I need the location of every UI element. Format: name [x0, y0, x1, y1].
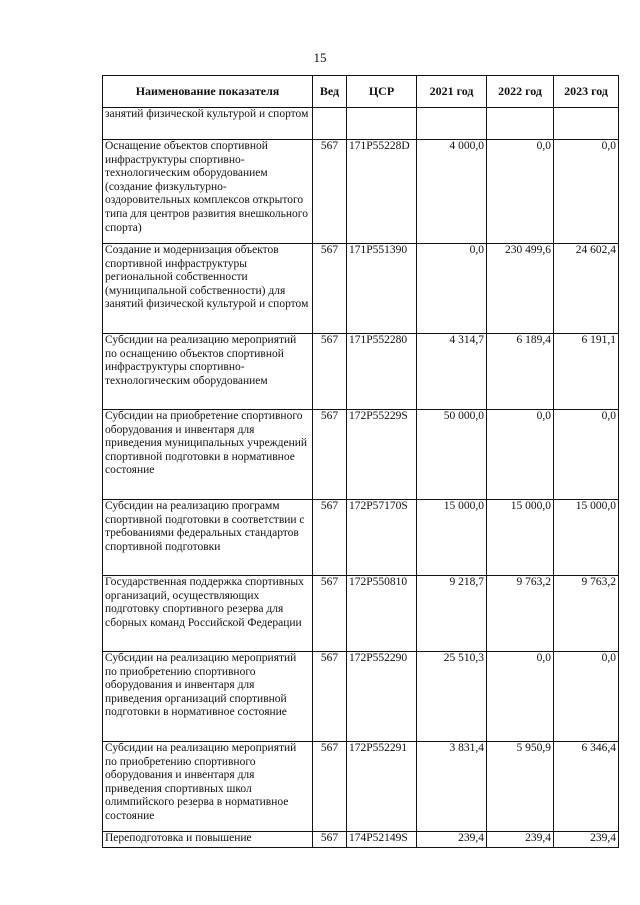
row-name: Субсидии на реализацию программ спортивной подготовки в соответствии с требованиями федеральных стандартов спортивной подготовки: [103, 500, 313, 576]
row-csr: 172P55229S: [347, 410, 417, 500]
budget-table: [102, 75, 619, 848]
header-csr: ЦСР: [347, 76, 417, 108]
table-row: [103, 108, 619, 140]
row-ved: 567: [313, 652, 347, 742]
row-2022: [487, 108, 554, 140]
row-2022: 15 000,0: [487, 500, 554, 576]
row-2021: 15 000,0: [417, 500, 487, 576]
row-csr: 174P52149S: [347, 832, 417, 848]
table-row: [103, 742, 619, 832]
table-header-row: [103, 76, 619, 108]
row-ved: 567: [313, 334, 347, 410]
row-2022: 0,0: [487, 140, 554, 244]
header-2023: 2023 год: [554, 76, 619, 108]
row-2021: [417, 108, 487, 140]
table-row: [103, 832, 619, 848]
row-ved: 567: [313, 742, 347, 832]
row-2021: 0,0: [417, 244, 487, 334]
row-ved: [313, 108, 347, 140]
row-name: Создание и модернизация объектов спортивной инфраструктуры региональной собственности (муниципальной собственности) для занятий физической культурой и спортом: [103, 244, 313, 334]
row-ved: 567: [313, 576, 347, 652]
row-2021: 239,4: [417, 832, 487, 848]
row-name: занятий физической культурой и спортом: [103, 108, 313, 140]
row-2023: 0,0: [554, 652, 619, 742]
row-2022: 5 950,9: [487, 742, 554, 832]
table-row: [103, 576, 619, 652]
row-2023: 0,0: [554, 410, 619, 500]
row-ved: 567: [313, 832, 347, 848]
row-2023: 239,4: [554, 832, 619, 848]
row-csr: 172P552290: [347, 652, 417, 742]
row-2022: 0,0: [487, 652, 554, 742]
header-2022: 2022 год: [487, 76, 554, 108]
row-2023: 0,0: [554, 140, 619, 244]
header-2021: 2021 год: [417, 76, 487, 108]
table-row: [103, 334, 619, 410]
row-ved: 567: [313, 244, 347, 334]
row-csr: 171P55228D: [347, 140, 417, 244]
row-2021: 3 831,4: [417, 742, 487, 832]
row-name: Оснащение объектов спортивной инфраструктуры спортивно-технологическим оборудованием (создание физкультурно-оздоровительных комплексов открытого типа для центров развития внешкольного спорта): [103, 140, 313, 244]
row-2022: 230 499,6: [487, 244, 554, 334]
row-ved: 567: [313, 140, 347, 244]
table-row: [103, 500, 619, 576]
row-name: Субсидии на реализацию мероприятий по приобретению спортивного оборудования и инвентаря для приведения спортивных школ олимпийского резерва в нормативное состояние: [103, 742, 313, 832]
row-csr: 172P552291: [347, 742, 417, 832]
row-2021: 4 000,0: [417, 140, 487, 244]
header-ved: Вед: [313, 76, 347, 108]
table-row: [103, 140, 619, 244]
row-csr: 172P57170S: [347, 500, 417, 576]
row-csr: 171P551390: [347, 244, 417, 334]
row-2021: 25 510,3: [417, 652, 487, 742]
row-2023: 6 191,1: [554, 334, 619, 410]
row-2022: 239,4: [487, 832, 554, 848]
row-2021: 9 218,7: [417, 576, 487, 652]
header-name: Наименование показателя: [103, 76, 313, 108]
row-csr: 172P550810: [347, 576, 417, 652]
row-ved: 567: [313, 410, 347, 500]
row-csr: 171P552280: [347, 334, 417, 410]
row-name: Переподготовка и повышение: [103, 832, 313, 848]
table-row: [103, 410, 619, 500]
row-2023: 24 602,4: [554, 244, 619, 334]
row-2022: 0,0: [487, 410, 554, 500]
row-name: Субсидии на реализацию мероприятий по оснащению объектов спортивной инфраструктуры спортивно-технологическим оборудованием: [103, 334, 313, 410]
row-2023: 15 000,0: [554, 500, 619, 576]
table-row: [103, 652, 619, 742]
row-2022: 6 189,4: [487, 334, 554, 410]
row-2023: 9 763,2: [554, 576, 619, 652]
row-name: Государственная поддержка спортивных организаций, осуществляющих подготовку спортивного резерва для сборных команд Российской Федерации: [103, 576, 313, 652]
row-2023: [554, 108, 619, 140]
table-row: [103, 244, 619, 334]
row-csr: [347, 108, 417, 140]
row-ved: 567: [313, 500, 347, 576]
row-2022: 9 763,2: [487, 576, 554, 652]
row-name: Субсидии на приобретение спортивного оборудования и инвентаря для приведения муниципальных учреждений спортивной подготовки в нормативное состояние: [103, 410, 313, 500]
row-2021: 50 000,0: [417, 410, 487, 500]
row-2021: 4 314,7: [417, 334, 487, 410]
row-name: Субсидии на реализацию мероприятий по приобретению спортивного оборудования и инвентаря для приведения организаций спортивной подготовки в нормативное состояние: [103, 652, 313, 742]
page-number: 15: [313, 50, 327, 65]
row-2023: 6 346,4: [554, 742, 619, 832]
